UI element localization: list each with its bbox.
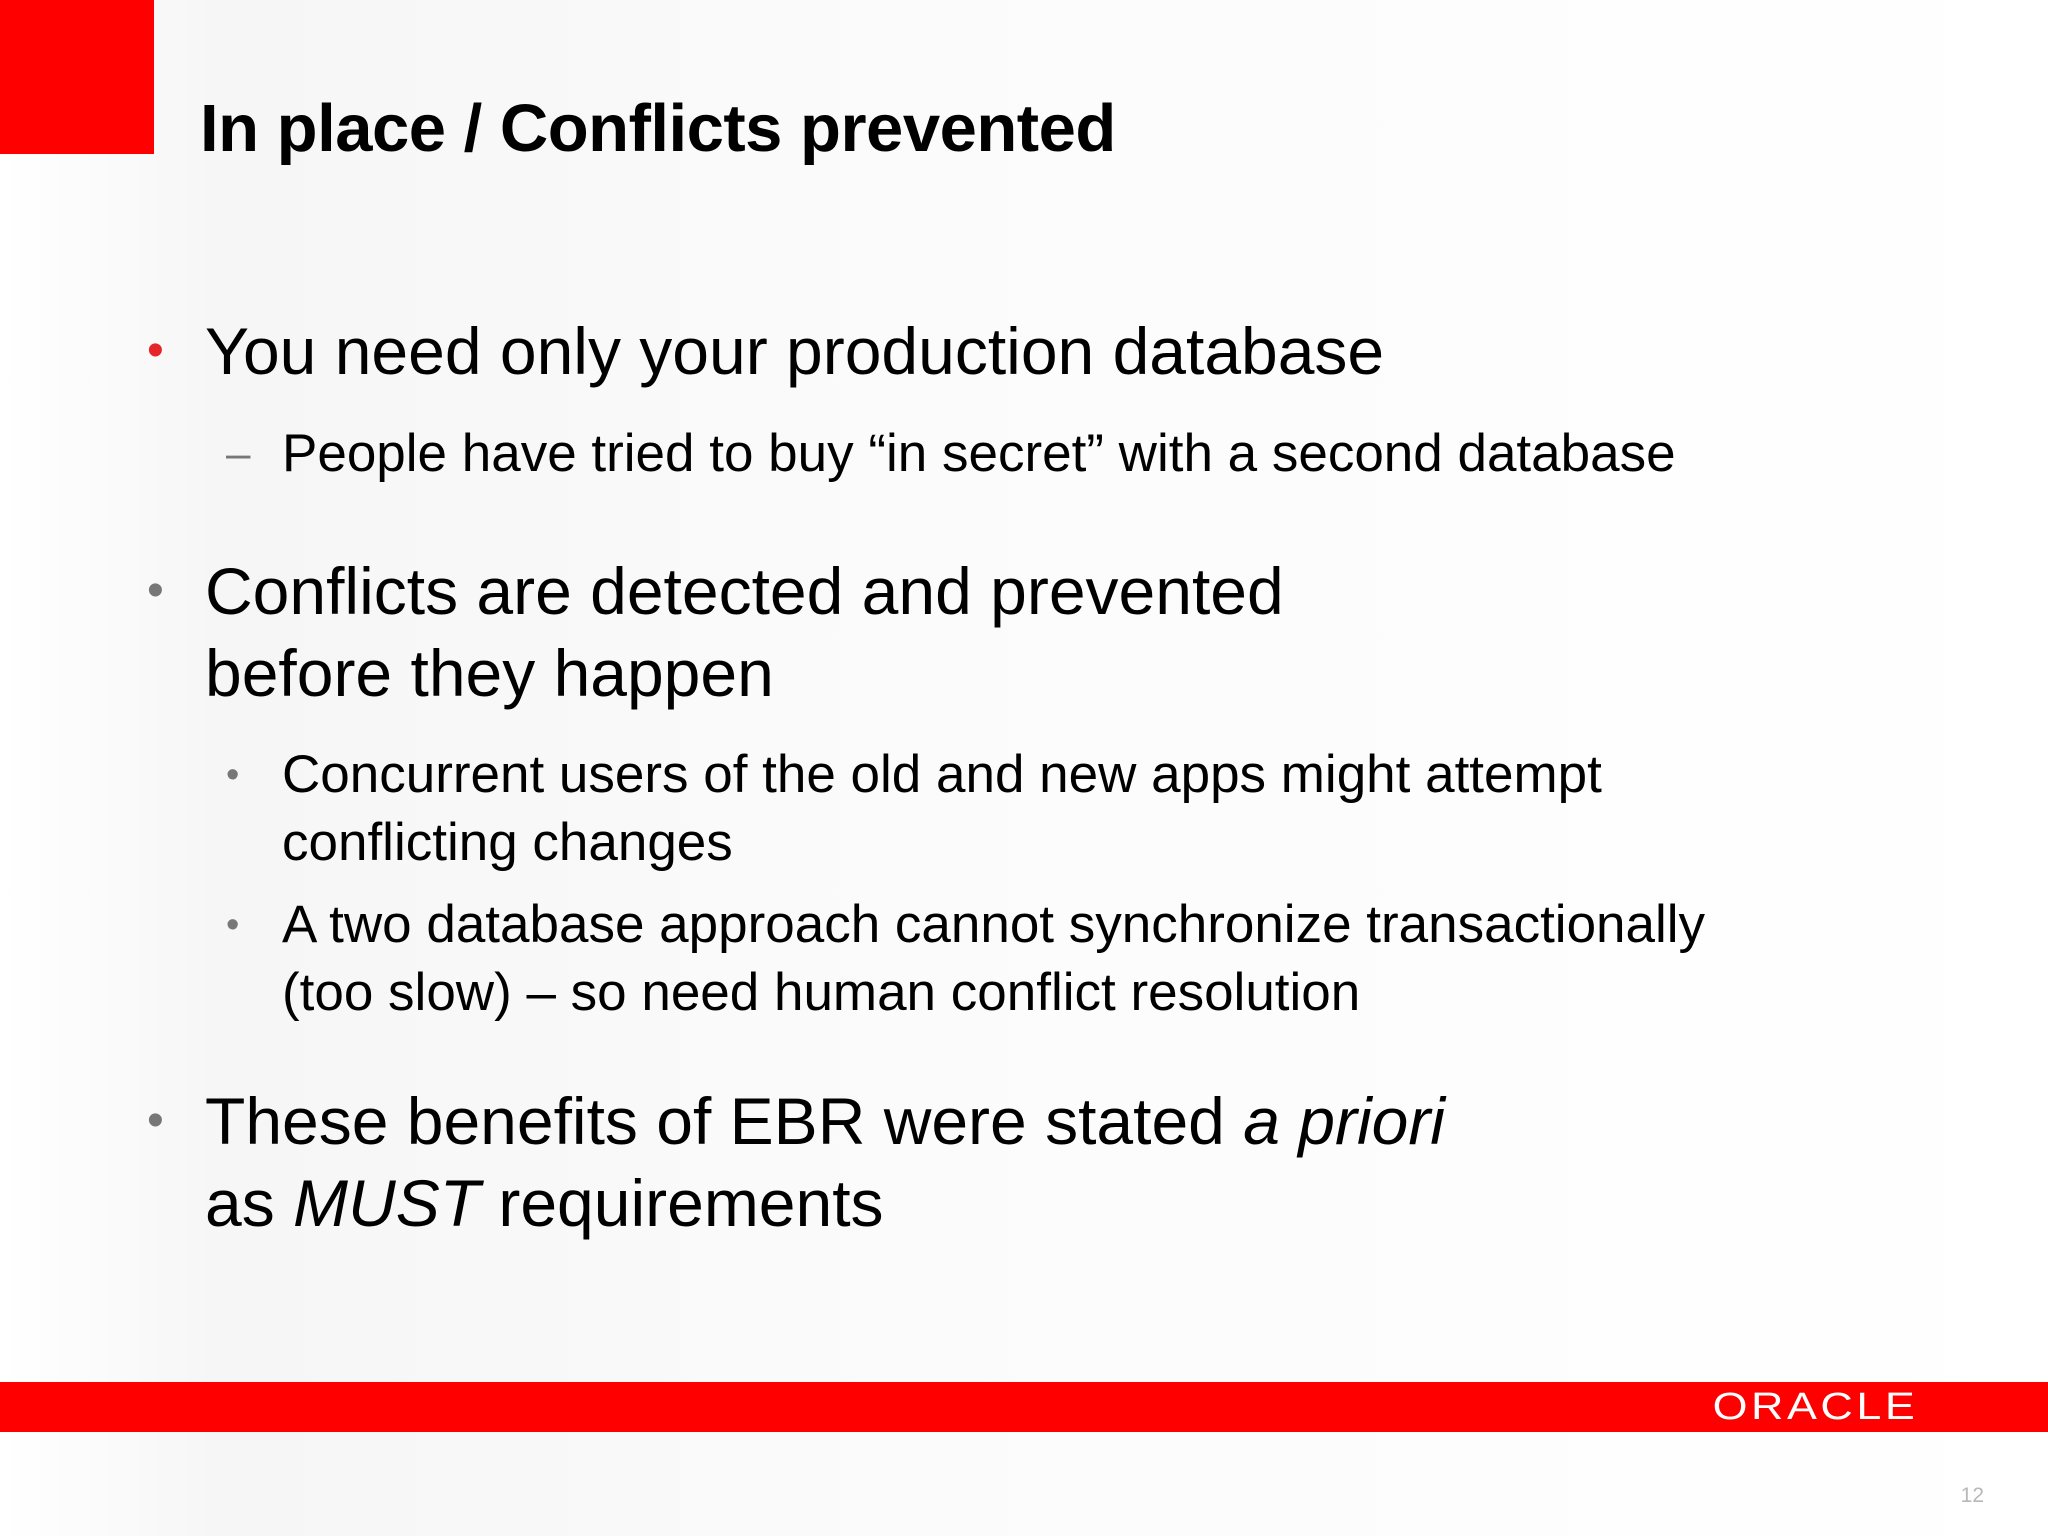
bullet-1-text: You need only your production database: [205, 314, 1385, 388]
dot-marker: •: [226, 904, 240, 946]
dot-marker: •: [226, 754, 240, 796]
oracle-logo: ORACLE: [1712, 1386, 1918, 1428]
sub-bullet-2-1: [226, 741, 1602, 877]
sub-bullet-2-2: [226, 891, 1706, 1027]
bullet-3-line-1: [205, 1080, 1445, 1162]
footer-bar: [0, 1382, 2048, 1432]
bullet-3-line-1-text: These benefits of EBR were stated: [205, 1084, 1244, 1158]
sub-bullet-2-1-line-2: conflicting changes: [282, 813, 733, 872]
sub-bullet-1-1: [226, 420, 1676, 488]
bullet-3-line-2: [205, 1162, 1445, 1244]
bullet-2-line-2: before they happen: [205, 636, 774, 710]
bullet-marker: •: [147, 324, 164, 377]
sub-bullet-2-2-line-1: A two database approach cannot synchronize transactionally: [282, 895, 1706, 954]
bullet-1: [147, 310, 1385, 392]
bullet-marker: •: [147, 1094, 164, 1147]
bullet-2-line-1: Conflicts are detected and prevented: [205, 554, 1284, 628]
bullet-3-italic-phrase: a priori: [1243, 1084, 1445, 1158]
bullet-3: [147, 1080, 1445, 1244]
slide-title: In place / Conflicts prevented: [200, 91, 1116, 166]
sub-bullet-2-1-line-1: Concurrent users of the old and new apps might attempt: [282, 745, 1602, 804]
bullet-3-line-2-prefix: as: [205, 1166, 294, 1240]
sub-bullet-2-2-line-2: (too slow) – so need human conflict resolution: [282, 963, 1361, 1022]
bullet-marker: •: [147, 564, 164, 617]
red-corner-block: [0, 0, 154, 154]
bullet-3-italic-must: MUST: [293, 1166, 481, 1240]
sub-bullet-1-1-text: People have tried to buy “in secret” with a second database: [282, 424, 1676, 483]
bullet-2: [147, 550, 1284, 714]
bullet-3-line-2-suffix: requirements: [480, 1166, 884, 1240]
page-number: 12: [1960, 1484, 1984, 1507]
dash-marker: –: [226, 429, 251, 478]
